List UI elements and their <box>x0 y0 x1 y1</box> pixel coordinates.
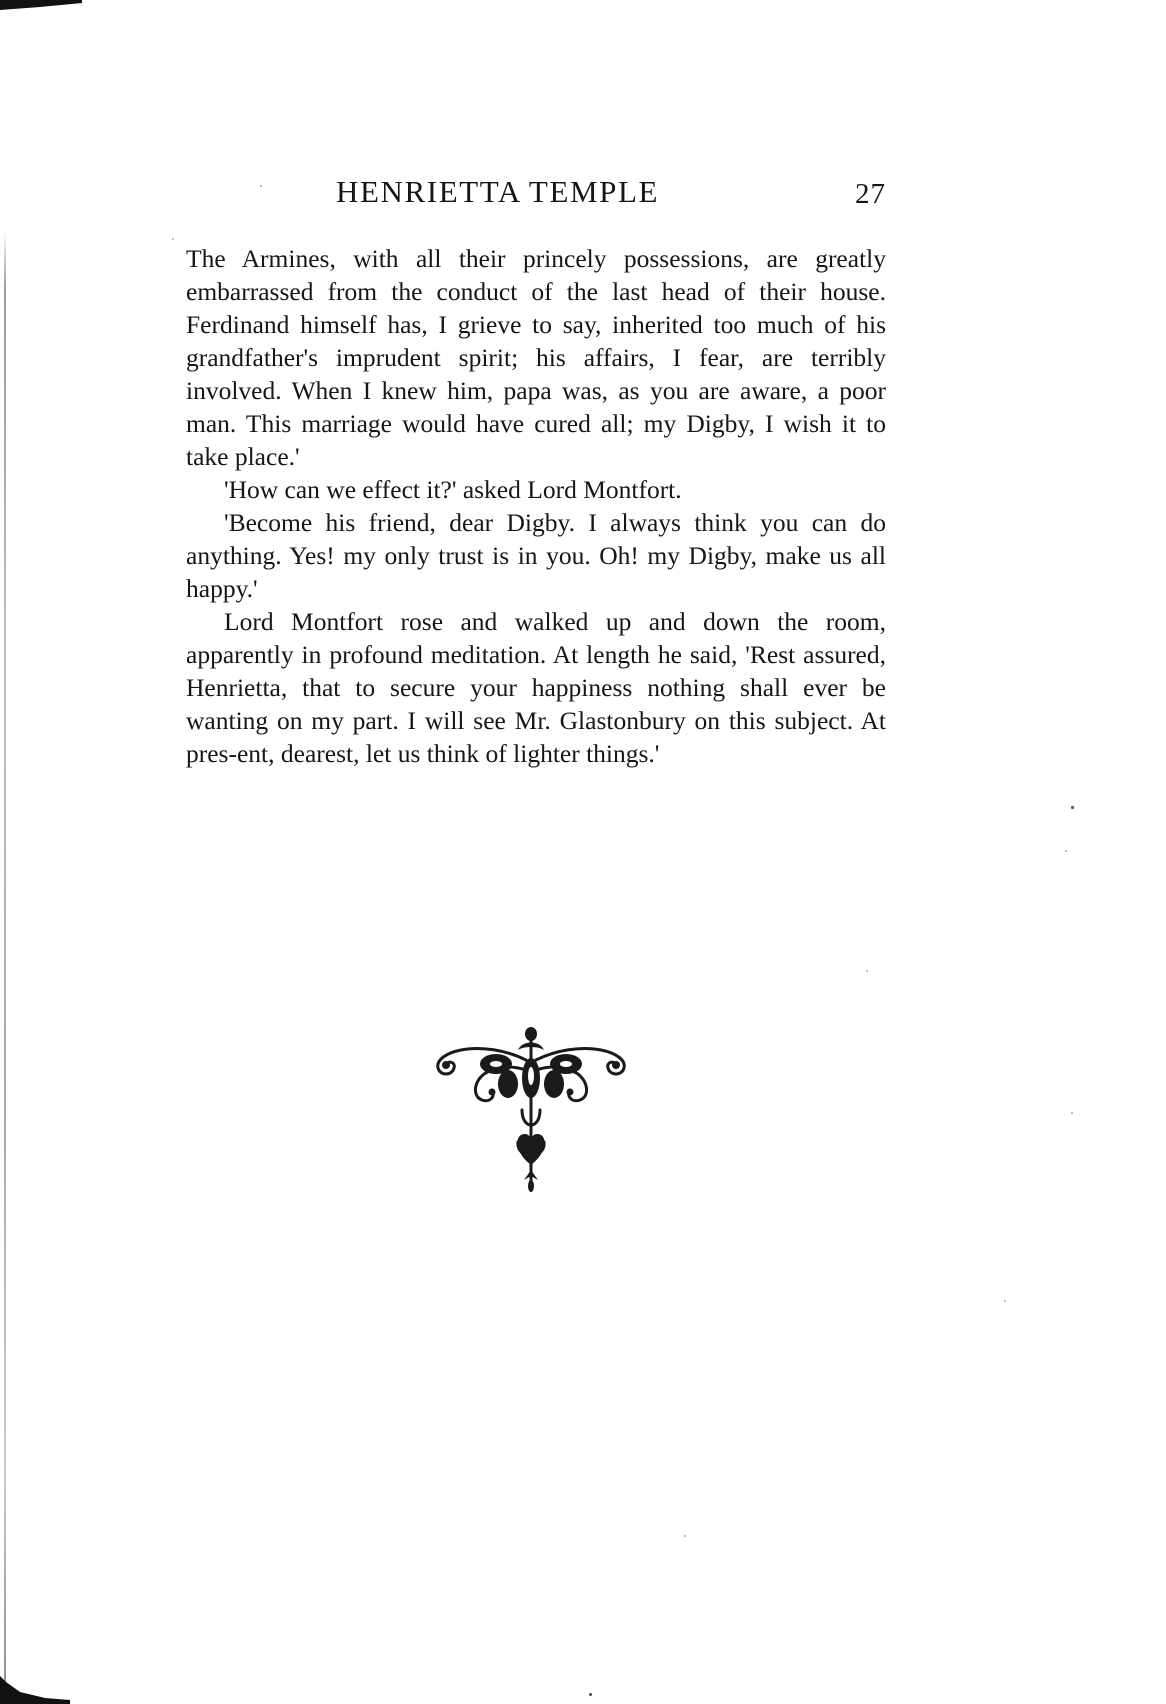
paragraph: 'Become his friend, dear Digby. I always think you can do anything. Yes! my only trust is in you. Oh! my Digby, make us all happy.' <box>186 508 886 603</box>
scan-speck <box>1071 1112 1073 1114</box>
running-head <box>186 174 886 214</box>
floral-tailpiece-ornament-icon <box>426 1020 636 1195</box>
scan-speck <box>1004 1300 1006 1302</box>
paragraph: Lord Montfort rose and walked up and down the room, apparently in profound meditation. At length he said, 'Rest assured, Henrietta, that to secure your happiness nothing shall ever be wanting on my part. I will see Mr. Glastonbury on this subject. At pres-ent, dearest, let us think of lighter things.' <box>186 607 886 768</box>
scan-edge-mark-bottom <box>0 1676 70 1704</box>
scan-speck <box>1071 806 1074 809</box>
scan-binding-edge <box>4 230 6 1690</box>
paragraph-continuation: The Armines, with all their princely possessions, are greatly embarrassed from the conduct of the last head of their house. Ferdinand himself has, I grieve to say, inherited too much of his grandfather's imprudent spirit; his affairs, I fear, are terribly involved. When I knew him, papa was, as you are aware, a poor man. This marriage would have cured all; my Digby, I wish it to take place.' <box>186 244 886 471</box>
scan-speck <box>866 970 868 972</box>
scan-edge-mark-top <box>0 0 82 10</box>
scan-speck <box>1065 850 1067 852</box>
scan-speck <box>589 1693 592 1696</box>
body-text <box>186 242 886 770</box>
page-number: 27 <box>855 178 886 210</box>
scan-speck <box>172 238 174 240</box>
paragraph: 'How can we effect it?' asked Lord Montfort. <box>224 475 682 504</box>
running-head-title: HENRIETTA TEMPLE <box>336 174 660 209</box>
scan-speck <box>684 1535 686 1537</box>
